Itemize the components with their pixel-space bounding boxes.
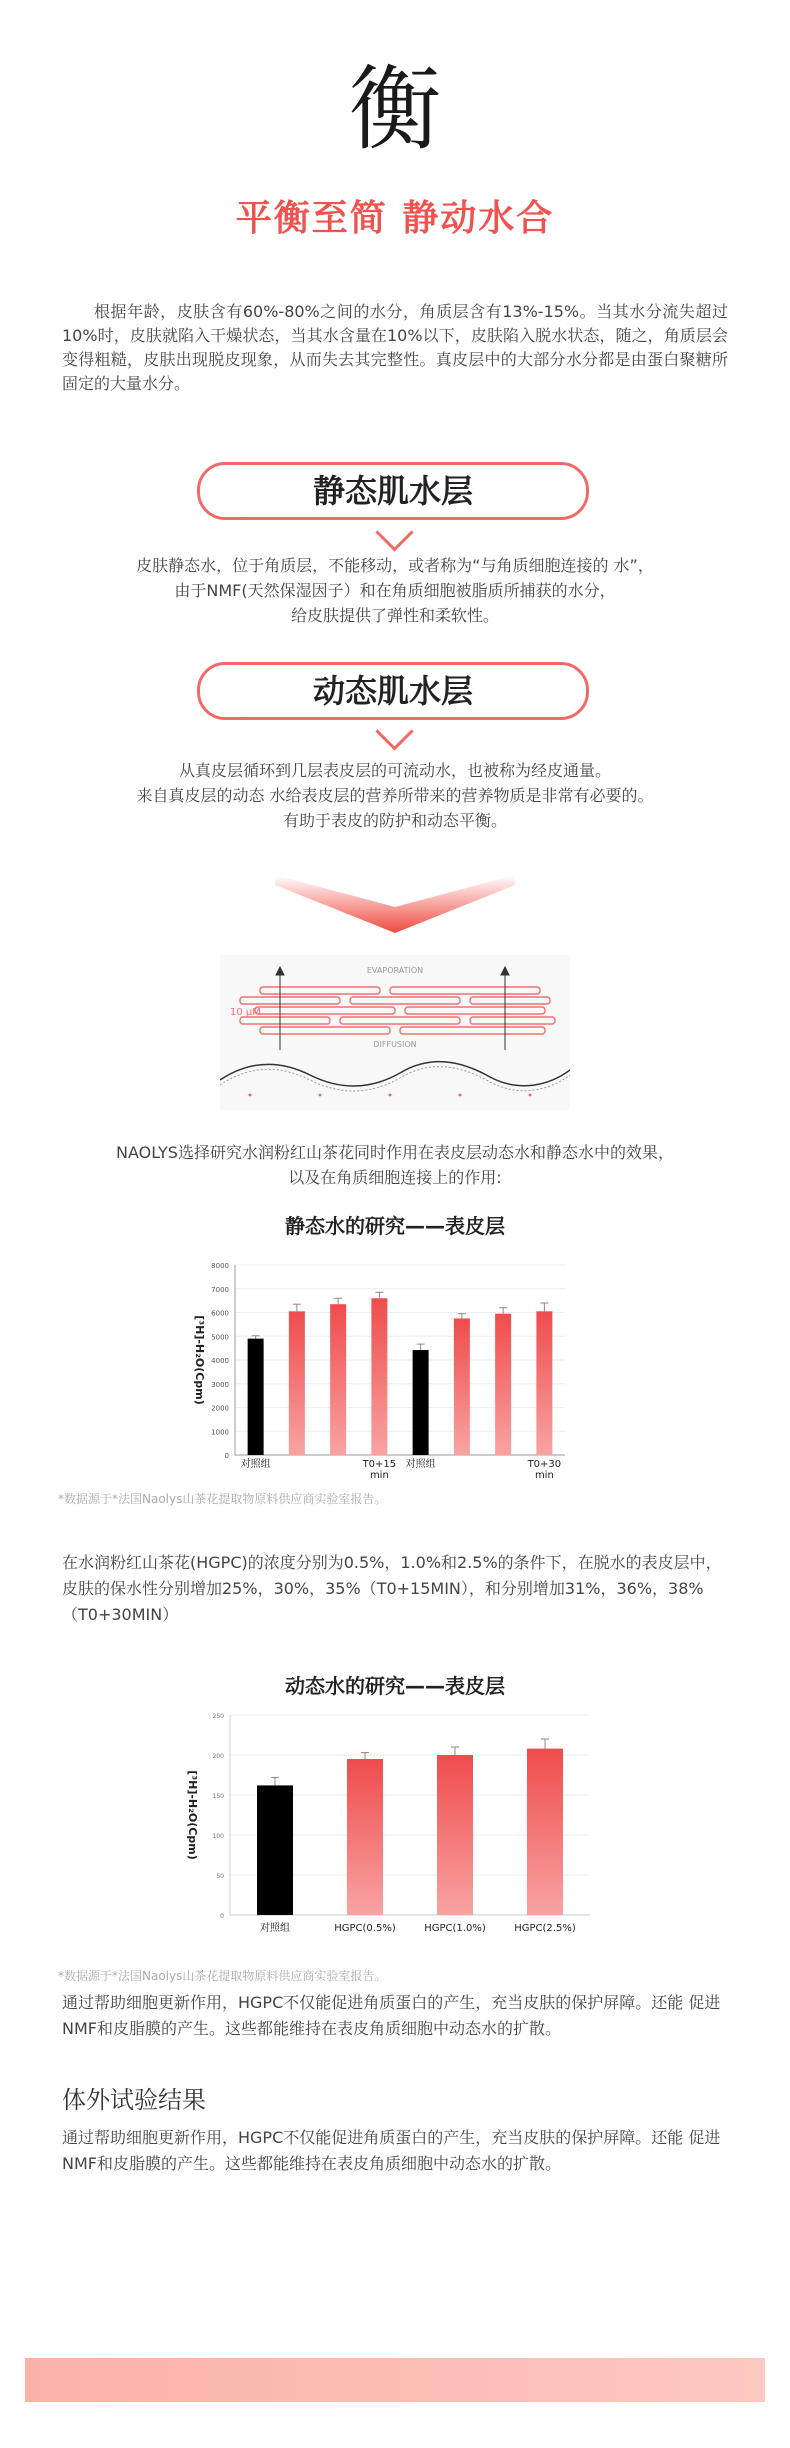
y-tick-label: 7000: [211, 1285, 229, 1294]
bar: [371, 1298, 387, 1455]
y-tick-label: 250: [212, 1713, 224, 1720]
x-category-label: 对照组: [405, 1459, 436, 1470]
y-tick-label: 0: [220, 1913, 224, 1920]
footnote-1: *数据源于*法国Naolys山茶花提取物原料供应商实验室报告。: [58, 1492, 387, 1506]
bar: [257, 1785, 293, 1915]
bar: [536, 1311, 552, 1455]
static-chart-title: 静态水的研究——表皮层: [285, 1214, 505, 1238]
bar: [437, 1755, 473, 1915]
naolys-line: NAOLYS选择研究水润粉红山茶花同时作用在表皮层动态水和静态水中的效果，: [116, 1143, 674, 1162]
y-tick-label: 2000: [211, 1404, 229, 1413]
x-category-label: HGPC(0.5%): [334, 1923, 396, 1934]
dynamic-desc-line: 有助于表皮的防护和动态平衡。: [282, 811, 507, 830]
scale-label: 10 μM: [230, 1007, 261, 1018]
y-tick-label: 5000: [211, 1333, 229, 1342]
static-water-chart: [180, 1245, 590, 1495]
study-result-paragraph: 在水润粉红山茶花(HGPC)的浓度分别为0.5%，1.0%和2.5%的条件下，在脱水的表皮层中，皮肤的保水性分别增加25%，30%，35%（T0+15MIN），和分别增加31%，36%，38%（T0+30MIN）: [62, 1553, 722, 1624]
bar: [454, 1318, 470, 1455]
intro-paragraph: 根据年龄，皮肤含有60%-80%之间的水分，角质层含有13%-15%。当其水分流失超过10%时，皮肤就陷入干燥状态，当其水含量在10%以下，皮肤陷入脱水状态，随之，角质层会变得粗糙，皮肤出现脱皮现象，从而失去其完整性。真皮层中的大部分水分都是由蛋白聚糖所固定的大量水分。: [62, 302, 728, 393]
bar: [330, 1304, 346, 1455]
y-tick-label: 200: [212, 1753, 224, 1760]
y-tick-label: 4000: [211, 1357, 229, 1365]
y-tick-label: 150: [212, 1793, 224, 1800]
dynamic-conclusion-paragraph: 通过帮助细胞更新作用，HGPC不仅能促进角质蛋白的产生，充当皮肤的保护屏障。还能 促进NMF和皮脂膜的产生。这些都能维持在表皮角质细胞中动态水的扩散。: [62, 1993, 721, 2038]
static-layer-desc: [40, 553, 750, 628]
evaporation-label: EVAPORATION: [366, 966, 424, 975]
x-category-label: T0+15: [362, 1459, 397, 1470]
y-tick-label: 6000: [211, 1309, 229, 1318]
naolys-line: 以及在角质细胞连接上的作用:: [288, 1168, 502, 1187]
dynamic-desc-line: 来自真皮层的动态 水给表皮层的营养所带来的营养物质是非常有必要的。: [136, 786, 654, 805]
y-tick-label: 1000: [211, 1428, 229, 1437]
y-tick-label: 0: [224, 1452, 229, 1460]
down-chevron-icon: [275, 875, 515, 935]
dynamic-layer-title: 动态肌水层: [197, 662, 589, 720]
dynamic-desc-line: 从真皮层循环到几层表皮层的可流动水，也被称为经皮通量。: [178, 761, 611, 780]
bar: [527, 1749, 563, 1915]
bar: [289, 1311, 305, 1455]
vitro-heading: 体外试验结果: [62, 2086, 206, 2114]
x-category-label: min: [534, 1470, 554, 1481]
vitro-paragraph: 通过帮助细胞更新作用，HGPC不仅能促进角质蛋白的产生，充当皮肤的保护屏障。还能 促进NMF和皮脂膜的产生。这些都能维持在表皮角质细胞中动态水的扩散。: [62, 2128, 721, 2173]
diffusion-label: DIFFUSION: [373, 1040, 417, 1049]
x-category-label: 对照组: [260, 1923, 290, 1934]
static-desc-line: 由于NMF(天然保湿因子）和在角质细胞被脂质所捕获的水分，: [174, 581, 616, 600]
skin-layer-diagram: [220, 955, 570, 1110]
dynamic-layer-desc: [40, 758, 750, 833]
static-desc-line: 皮肤静态水，位于角质层，不能移动，或者称为“与角质细胞连接的 水”，: [136, 556, 654, 575]
brand-logo: 衡: [348, 56, 441, 163]
x-category-label: HGPC(2.5%): [514, 1923, 576, 1934]
naolys-intro: [40, 1140, 750, 1190]
y-axis-label: [³H]-H₂O(Cpm): [186, 1770, 199, 1860]
x-category-label: min: [369, 1470, 389, 1481]
y-tick-label: 100: [212, 1833, 224, 1840]
static-layer-title: 静态肌水层: [197, 462, 589, 520]
y-tick-label: 3000: [211, 1380, 229, 1389]
static-desc-line: 给皮肤提供了弹性和柔软性。: [290, 606, 499, 625]
bar: [495, 1314, 511, 1455]
y-axis-label: [³H]-H₂O(Cpm): [193, 1315, 206, 1405]
dynamic-water-chart: [175, 1700, 605, 1950]
dynamic-chart-title: 动态水的研究——表皮层: [285, 1674, 505, 1698]
x-category-label: 对照组: [240, 1459, 271, 1470]
bar: [347, 1759, 383, 1915]
bar: [248, 1339, 264, 1455]
y-tick-label: 8000: [211, 1262, 229, 1270]
bar: [413, 1350, 429, 1455]
x-category-label: T0+30: [527, 1459, 562, 1470]
page-subtitle: 平衡至简 静动水合: [235, 198, 555, 239]
footer-bar: [25, 2358, 765, 2402]
x-category-label: HGPC(1.0%): [424, 1923, 486, 1934]
footnote-2: *数据源于*法国Naolys山茶花提取物原料供应商实验室报告。: [58, 1969, 387, 1983]
y-tick-label: 50: [216, 1873, 224, 1880]
